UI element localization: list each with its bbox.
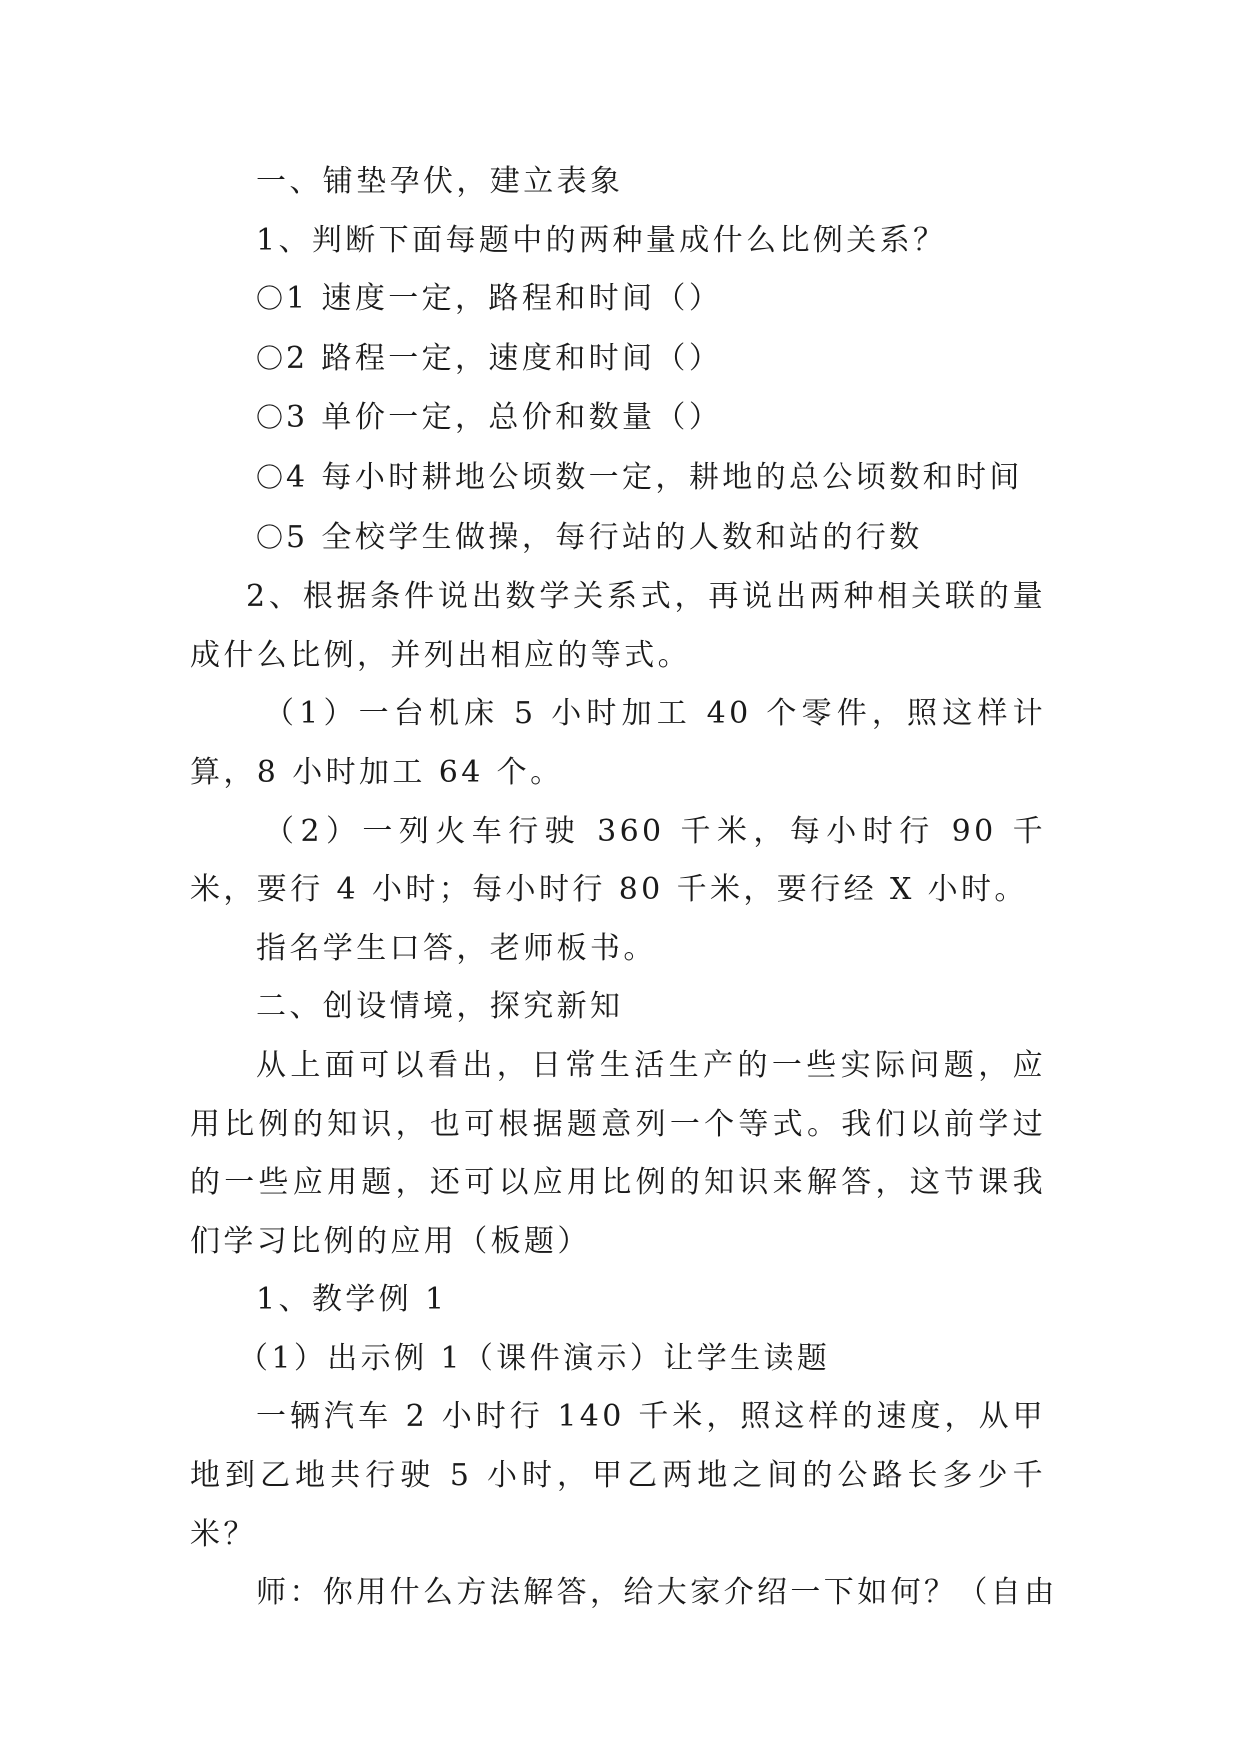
- option-item: [190, 509, 1046, 569]
- circle-icon: 〇: [256, 343, 283, 375]
- document-body: [190, 153, 1058, 1623]
- option-text: 3 单价一定，总价和数量（）: [286, 400, 723, 436]
- teacher-question: 师：你用什么方法解答，给大家介绍一下如何？（自由: [256, 1575, 1058, 1611]
- section-heading-2: 二、创设情境，探究新知: [256, 989, 624, 1025]
- circle-icon: 〇: [256, 462, 283, 494]
- question-1: 1、判断下面每题中的两种量成什么比例关系？: [256, 222, 947, 258]
- option-text: 4 每小时耕地公顷数一定，耕地的总公顷数和时间: [286, 459, 1023, 495]
- example-1-heading: 1、教学例 1: [256, 1282, 448, 1318]
- option-item: [190, 270, 1046, 330]
- option-text: 1 速度一定，路程和时间（）: [286, 281, 723, 317]
- option-text: 5 全校学生做操，每行站的人数和站的行数: [286, 519, 923, 555]
- question-2-part-1: （1）一台机床 5 小时加工 40 个零件，照这样计算，8 小时加工 64 个。: [190, 696, 1046, 790]
- section-heading-1: 一、铺垫孕伏，建立表象: [256, 164, 624, 199]
- option-item: [190, 389, 1046, 449]
- question-2: 2、根据条件说出数学关系式，再说出两种相关联的量成什么比例，并列出相应的等式。: [190, 579, 1046, 673]
- example-1-step-1: （1）出示例 1（课件演示）让学生读题: [238, 1340, 831, 1376]
- example-1-problem: 一辆汽车 2 小时行 140 千米，照这样的速度，从甲地到乙地共行驶 5 小时，甲乙两地之间的公路长多少千米？: [190, 1399, 1046, 1552]
- question-2-part-2: （2）一列火车行驶 360 千米，每小时行 90 千米，要行 4 小时；每小时行 80 千米，要行经 X 小时。: [190, 813, 1046, 908]
- teacher-note: 指名学生口答，老师板书。: [256, 930, 657, 966]
- option-item: [190, 330, 1046, 390]
- circle-icon: 〇: [256, 284, 283, 316]
- option-text: 2 路程一定，速度和时间（）: [286, 340, 723, 376]
- circle-icon: 〇: [256, 403, 283, 435]
- intro-paragraph: 从上面可以看出，日常生活生产的一些实际问题，应用比例的知识，也可根据题意列一个等式。我们以前学过的一些应用题，还可以应用比例的知识来解答，这节课我们学习比例的应用（板题）: [190, 1047, 1046, 1259]
- circle-icon: 〇: [256, 522, 283, 554]
- option-item: [190, 449, 1046, 509]
